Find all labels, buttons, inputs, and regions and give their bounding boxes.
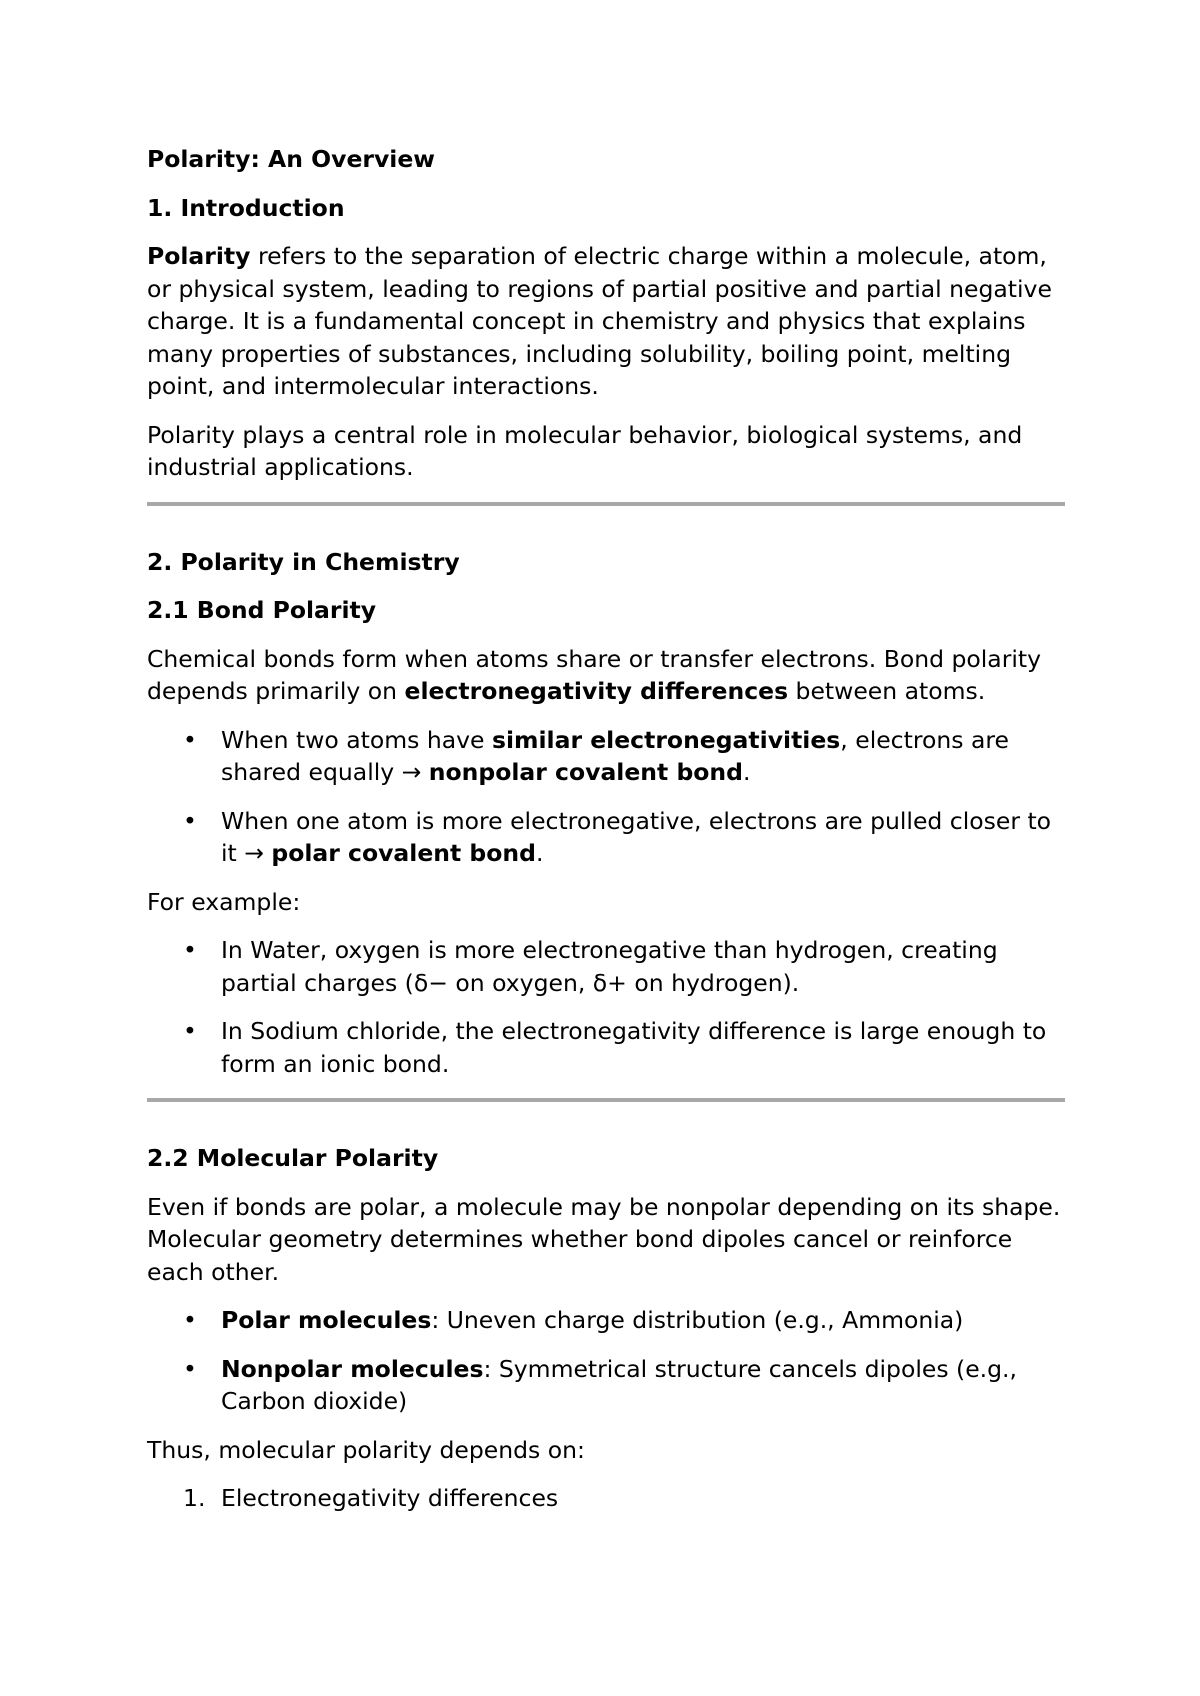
list-item: [147, 1304, 1067, 1337]
list-item-text: : Uneven charge distribution (e.g., Ammonia): [431, 1306, 964, 1334]
thus-paragraph: Thus, molecular polarity depends on:: [147, 1435, 585, 1464]
document-title: Polarity: An Overview: [147, 145, 436, 173]
list-item-bold: Polar molecules: [221, 1306, 432, 1334]
list-item-text: When one atom is more electronegative, electrons are pulled closer to it →: [221, 806, 1052, 867]
list-item-text: When two atoms have: [221, 725, 492, 754]
list-item: [147, 724, 1067, 789]
bond-type-list: [147, 724, 1067, 870]
list-item-text: In Water, oxygen is more electronegative than hydrogen, creating partial charges (δ− on oxygen, δ+ on hydrogen).: [221, 936, 998, 997]
list-item-bold: polar covalent bond: [271, 839, 536, 867]
bullet-glyph: •: [183, 806, 197, 835]
example-label: For example:: [147, 887, 301, 916]
list-number: 1.: [183, 1484, 206, 1512]
list-item: [147, 1353, 1067, 1418]
list-item-bold: nonpolar covalent bond: [428, 758, 743, 786]
bond-paragraph-text-a: Chemical bonds form when atoms share or transfer electrons. Bond polarity depends primarily on: [147, 644, 1042, 705]
list-item-text: : Symmetrical structure cancels dipoles (e.g., Carbon dioxide): [221, 1354, 1017, 1415]
example-list: [147, 934, 1067, 1080]
bond-paragraph-bold: electronegativity differences: [404, 677, 789, 705]
bullet-glyph: •: [183, 1354, 197, 1383]
list-item-text: In Sodium chloride, the electronegativity difference is large enough to form an ionic bond.: [221, 1017, 1047, 1078]
bond-paragraph-text-c: between atoms.: [788, 677, 986, 705]
section-heading-chemistry: 2. Polarity in Chemistry: [147, 547, 460, 576]
list-item-bold: Nonpolar molecules: [221, 1354, 484, 1383]
list-item-text: , electrons are shared equally →: [221, 725, 1009, 786]
intro-paragraph-1: [147, 240, 1067, 403]
molecular-polarity-paragraph: Even if bonds are polar, a molecule may be nonpolar depending on its shape. Molecular geometry determines whether bond dipoles cancel or reinforce each other.: [147, 1192, 1061, 1286]
subsection-heading-bond-polarity: 2.1 Bond Polarity: [147, 596, 377, 624]
intro-paragraph-2: Polarity plays a central role in molecular behavior, biological systems, and industrial applications.: [147, 420, 1023, 481]
list-item: [147, 805, 1067, 870]
list-item-bold: similar electronegativities: [491, 725, 841, 754]
list-item-text: .: [742, 758, 751, 786]
section-heading-introduction: 1. Introduction: [147, 193, 345, 222]
molecule-type-list: [147, 1304, 1067, 1418]
bond-polarity-paragraph: [147, 643, 1067, 708]
list-item: [147, 934, 1067, 999]
bullet-glyph: •: [183, 1017, 197, 1045]
intro-term-polarity: Polarity: [147, 242, 251, 270]
list-item-text: .: [535, 839, 544, 867]
dependency-list: [147, 1482, 1067, 1515]
bullet-glyph: •: [183, 725, 197, 754]
document-page: [147, 143, 1067, 1531]
list-item: [147, 1482, 1067, 1515]
subsection-heading-molecular-polarity: 2.2 Molecular Polarity: [147, 1144, 439, 1172]
list-item: [147, 1015, 1067, 1080]
intro-paragraph-1-text: refers to the separation of electric charge within a molecule, atom, or physical system, leading to regions of partial positive and partial negative charge. It is a fundamental concept in chemistry and physics that explains many properties of substances, including solubility, boiling point, melting point, and intermolecular interactions.: [147, 242, 1052, 400]
bullet-glyph: •: [183, 936, 197, 964]
list-item-text: Electronegativity differences: [221, 1484, 559, 1512]
bullet-glyph: •: [183, 1306, 197, 1334]
